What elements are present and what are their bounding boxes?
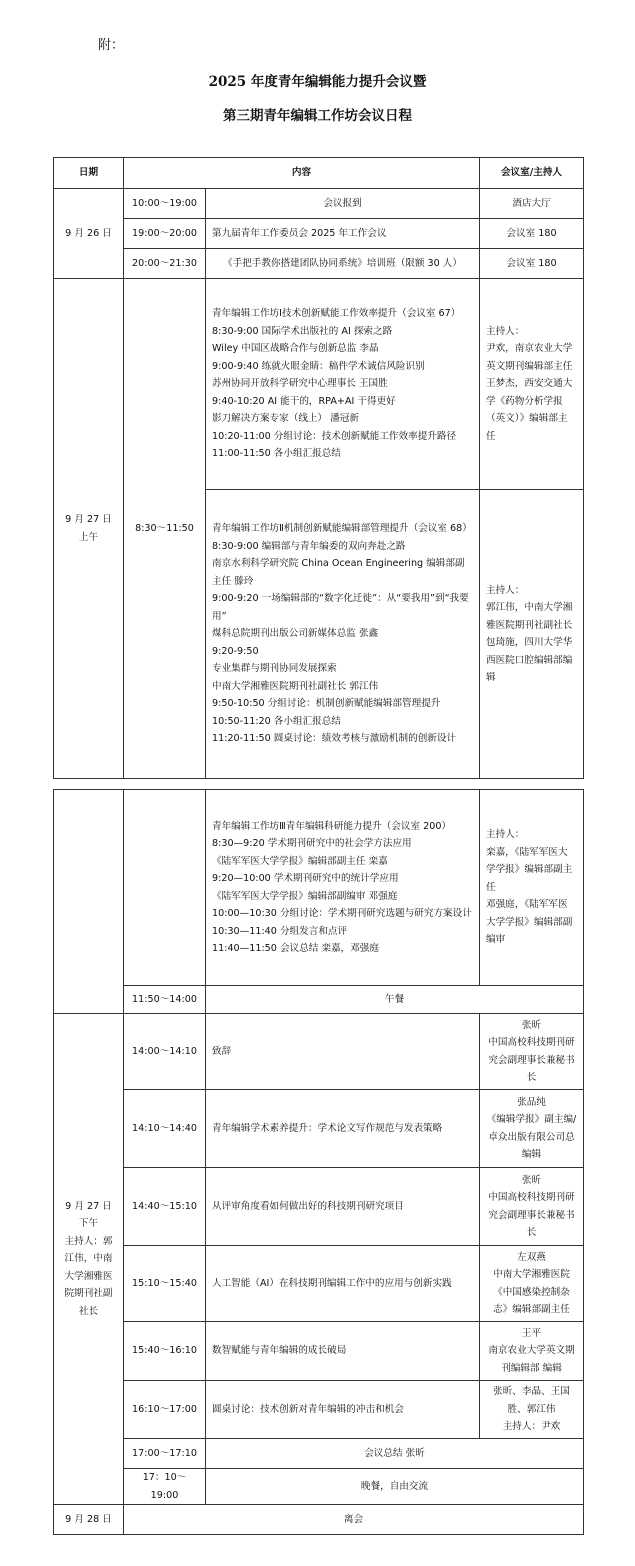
time-cell-lunch: 11:50～14:00 [124, 986, 206, 1014]
workshop-2-host: 主持人： 郭江伟，中南大学湘雅医院期刊社副社长 包琦施，四川大学华西医院口腔编辑部编辑 [480, 490, 584, 779]
time-cell: 14:00～14:10 [124, 1014, 206, 1090]
header-date: 日期 [54, 158, 124, 189]
time-cell: 14:40～15:10 [124, 1168, 206, 1246]
content-cell: 人工智能（AI）在科技期刊编辑工作中的应用与创新实践 [206, 1246, 480, 1322]
time-cell: 10:00～19:00 [124, 189, 206, 219]
time-cell: 15:10～15:40 [124, 1246, 206, 1322]
speaker-cell: 张昕 中国高校科技期刊研究会副理事长兼秘书长 [480, 1168, 584, 1246]
time-cell-am: 8:30～11:50 [124, 279, 206, 779]
header-room: 会议室/主持人 [480, 158, 584, 189]
room-cell: 会议室 180 [480, 219, 584, 249]
time-cell: 16:10～17:00 [124, 1381, 206, 1439]
time-cell: 19:00～20:00 [124, 219, 206, 249]
content-cell: 会议报到 [206, 189, 480, 219]
content-cell: 青年编辑学术素养提升：学术论文写作规范与发表策略 [206, 1090, 480, 1168]
workshop-1-host: 主持人： 尹欢，南京农业大学英文期刊编辑部主任 王梦杰，西安交通大学《药物分析学报（英文）》编辑部主任 [480, 279, 584, 490]
workshop-2-content: 青年编辑工作坊Ⅱ机制创新赋能编辑部管理提升（会议室 68） 8:30-9:00 编辑部与青年编委的双向奔赴之路 南京水利科学研究院 China Ocean Engineering 编辑部副主任 滕玲 9:00-9:20 一场编辑部的“数字化迁徙”：从“要我用”到“我要用” 煤科总院期刊出版公司新媒体总监 张鑫 9:20-9:50 专业集群与期刊协同发展探索 中南大学湘雅医院期刊社副社长 郭江伟 9:50-10:50 分组讨论：机制创新赋能编辑部管理提升 10:50-11:20 各小组汇报总结 11:20-11:50 圆桌讨论：绩效考核与激励机制的创新设计 [206, 490, 480, 779]
time-cell: 14:10～14:40 [124, 1090, 206, 1168]
content-cell: 《手把手教你搭建团队协同系统》培训班（限额 30 人） [206, 249, 480, 279]
summary-cell: 会议总结 张昕 [206, 1439, 584, 1469]
speaker-cell: 左双燕 中南大学湘雅医院《中国感染控制杂志》编辑部副主任 [480, 1246, 584, 1322]
title-line-1: 2025 年度青年编辑能力提升会议暨 [208, 74, 427, 90]
title-line-2: 第三期青年编辑工作坊会议日程 [223, 108, 412, 124]
time-cell: 20:00～21:30 [124, 249, 206, 279]
departure-cell: 离会 [124, 1505, 584, 1535]
content-cell: 第九届青年工作委员会 2025 年工作会议 [206, 219, 480, 249]
content-cell: 致辞 [206, 1014, 480, 1090]
content-cell: 数智赋能与青年编辑的成长破局 [206, 1322, 480, 1381]
time-cell: 17：10～19:00 [124, 1469, 206, 1505]
date-cell-26: 9 月 26 日 [54, 189, 124, 279]
speaker-cell: 王平 南京农业大学英文期刊编辑部 编辑 [480, 1322, 584, 1381]
workshop-3-host: 主持人： 栾嘉，《陆军军医大学学报》编辑部副主任 邓强庭，《陆军军医大学学报》编辑部副编审 [480, 790, 584, 986]
schedule-table-part2 [53, 789, 584, 1535]
date-cell-28: 9 月 28 日 [54, 1505, 124, 1535]
workshop-3-content: 青年编辑工作坊Ⅲ青年编辑科研能力提升（会议室 200） 8:30—9:20 学术期刊研究中的社会学方法应用 《陆军军医大学学报》编辑部副主任 栾嘉 9:20—10:00 学术期刊研究中的统计学应用 《陆军军医大学学报》编辑部副编审 邓强庭 10:00—10:30 分组讨论：学术期刊研究选题与研究方案设计 10:30—11:40 分组发言和点评 11:40—11:50 会议总结 栾嘉，邓强庭 [206, 790, 480, 986]
speaker-cell: 张昕、李晶、王国胜、郭江伟 主持人：尹欢 [480, 1381, 584, 1439]
content-cell: 圆桌讨论：技术创新对青年编辑的冲击和机会 [206, 1381, 480, 1439]
date-cell-27am: 9 月 27 日 上午 [54, 279, 124, 779]
dinner-cell: 晚餐，自由交流 [206, 1469, 584, 1505]
time-cell-blank [124, 790, 206, 986]
content-cell: 从评审角度看如何做出好的科技期刊研究项目 [206, 1168, 480, 1246]
speaker-cell: 张品纯 《编辑学报》副主编/卓众出版有限公司总编辑 [480, 1090, 584, 1168]
room-cell: 会议室 180 [480, 249, 584, 279]
speaker-cell: 张昕 中国高校科技期刊研究会副理事长兼秘书长 [480, 1014, 584, 1090]
time-cell: 15:40～16:10 [124, 1322, 206, 1381]
header-content: 内容 [124, 158, 480, 189]
date-cell-27pm: 9 月 27 日 下午 主持人：郭江伟，中南大学湘雅医院期刊社副社长 [54, 1014, 124, 1505]
schedule-table-part1 [53, 157, 584, 779]
lunch-cell: 午餐 [206, 986, 584, 1014]
room-cell: 酒店大厅 [480, 189, 584, 219]
workshop-1-content: 青年编辑工作坊Ⅰ技术创新赋能工作效率提升（会议室 67） 8:30-9:00 国际学术出版社的 AI 探索之路 Wiley 中国区战略合作与创新总监 李晶 9:00-9:40 练就火眼金睛：稿件学术诚信风险识别 苏州协同开放科学研究中心理事长 王国胜 9:40-10:20 AI 能干的，RPA+AI 干得更好 影刀解决方案专家（线上） 潘冠新 10:20-11:00 分组讨论：技术创新赋能工作效率提升路径 11:00-11:50 各小组汇报总结 [206, 279, 480, 490]
annex-label: 附： [98, 38, 125, 53]
time-cell: 17:00～17:10 [124, 1439, 206, 1469]
date-cell-blank [54, 790, 124, 1014]
